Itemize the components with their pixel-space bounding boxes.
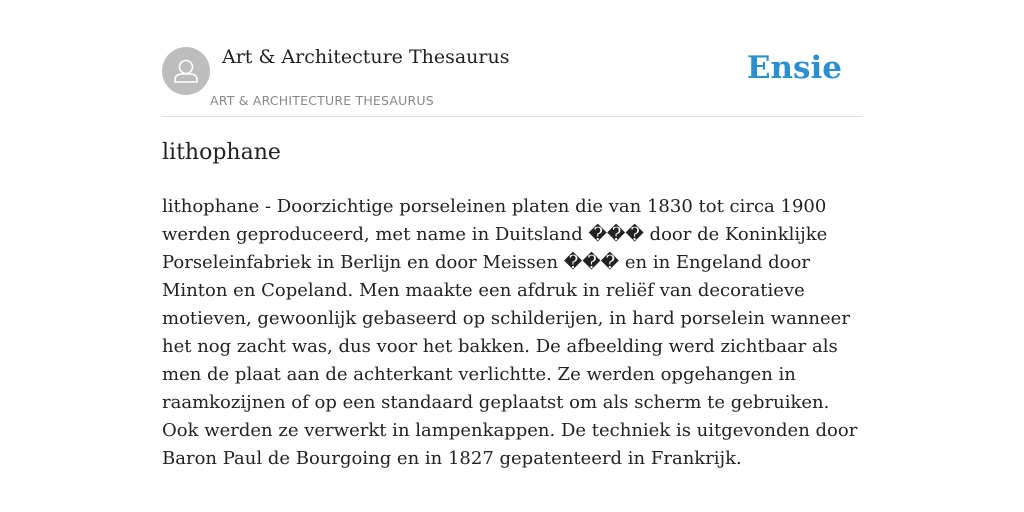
source-title[interactable]: Art & Architecture Thesaurus: [222, 46, 510, 68]
user-icon: [162, 47, 210, 95]
avatar[interactable]: [162, 47, 210, 95]
source-header: [162, 40, 862, 117]
source-subtitle: ART & ARCHITECTURE THESAURUS: [210, 93, 434, 108]
page-title: lithophane: [162, 140, 281, 165]
brand-logo[interactable]: Ensie: [746, 50, 842, 86]
definition-text: lithophane - Doorzichtige porseleinen platen die van 1830 tot circa 1900 werden geproduceerd, met name in Duitsland ��� door de Koninklijke Porseleinfabriek in Berlijn en door Meissen ��� en in Engeland door Minton en Copeland. Men maakte een afdruk in reliëf van decoratieve motieven, gewoonlijk gebaseerd op schilderijen, in hard porselein wanneer het nog zacht was, dus voor het bakken. De afbeelding werd zichtbaar als men de plaat aan de achterkant verlichtte. Ze werden opgehangen in raamkozijnen of op een standaard geplaatst om als scherm te gebruiken. Ook werden ze verwerkt in lampenkappen. De techniek is uitgevonden door Baron Paul de Bourgoing en in 1827 gepatenteerd in Frankrijk.: [162, 196, 858, 469]
